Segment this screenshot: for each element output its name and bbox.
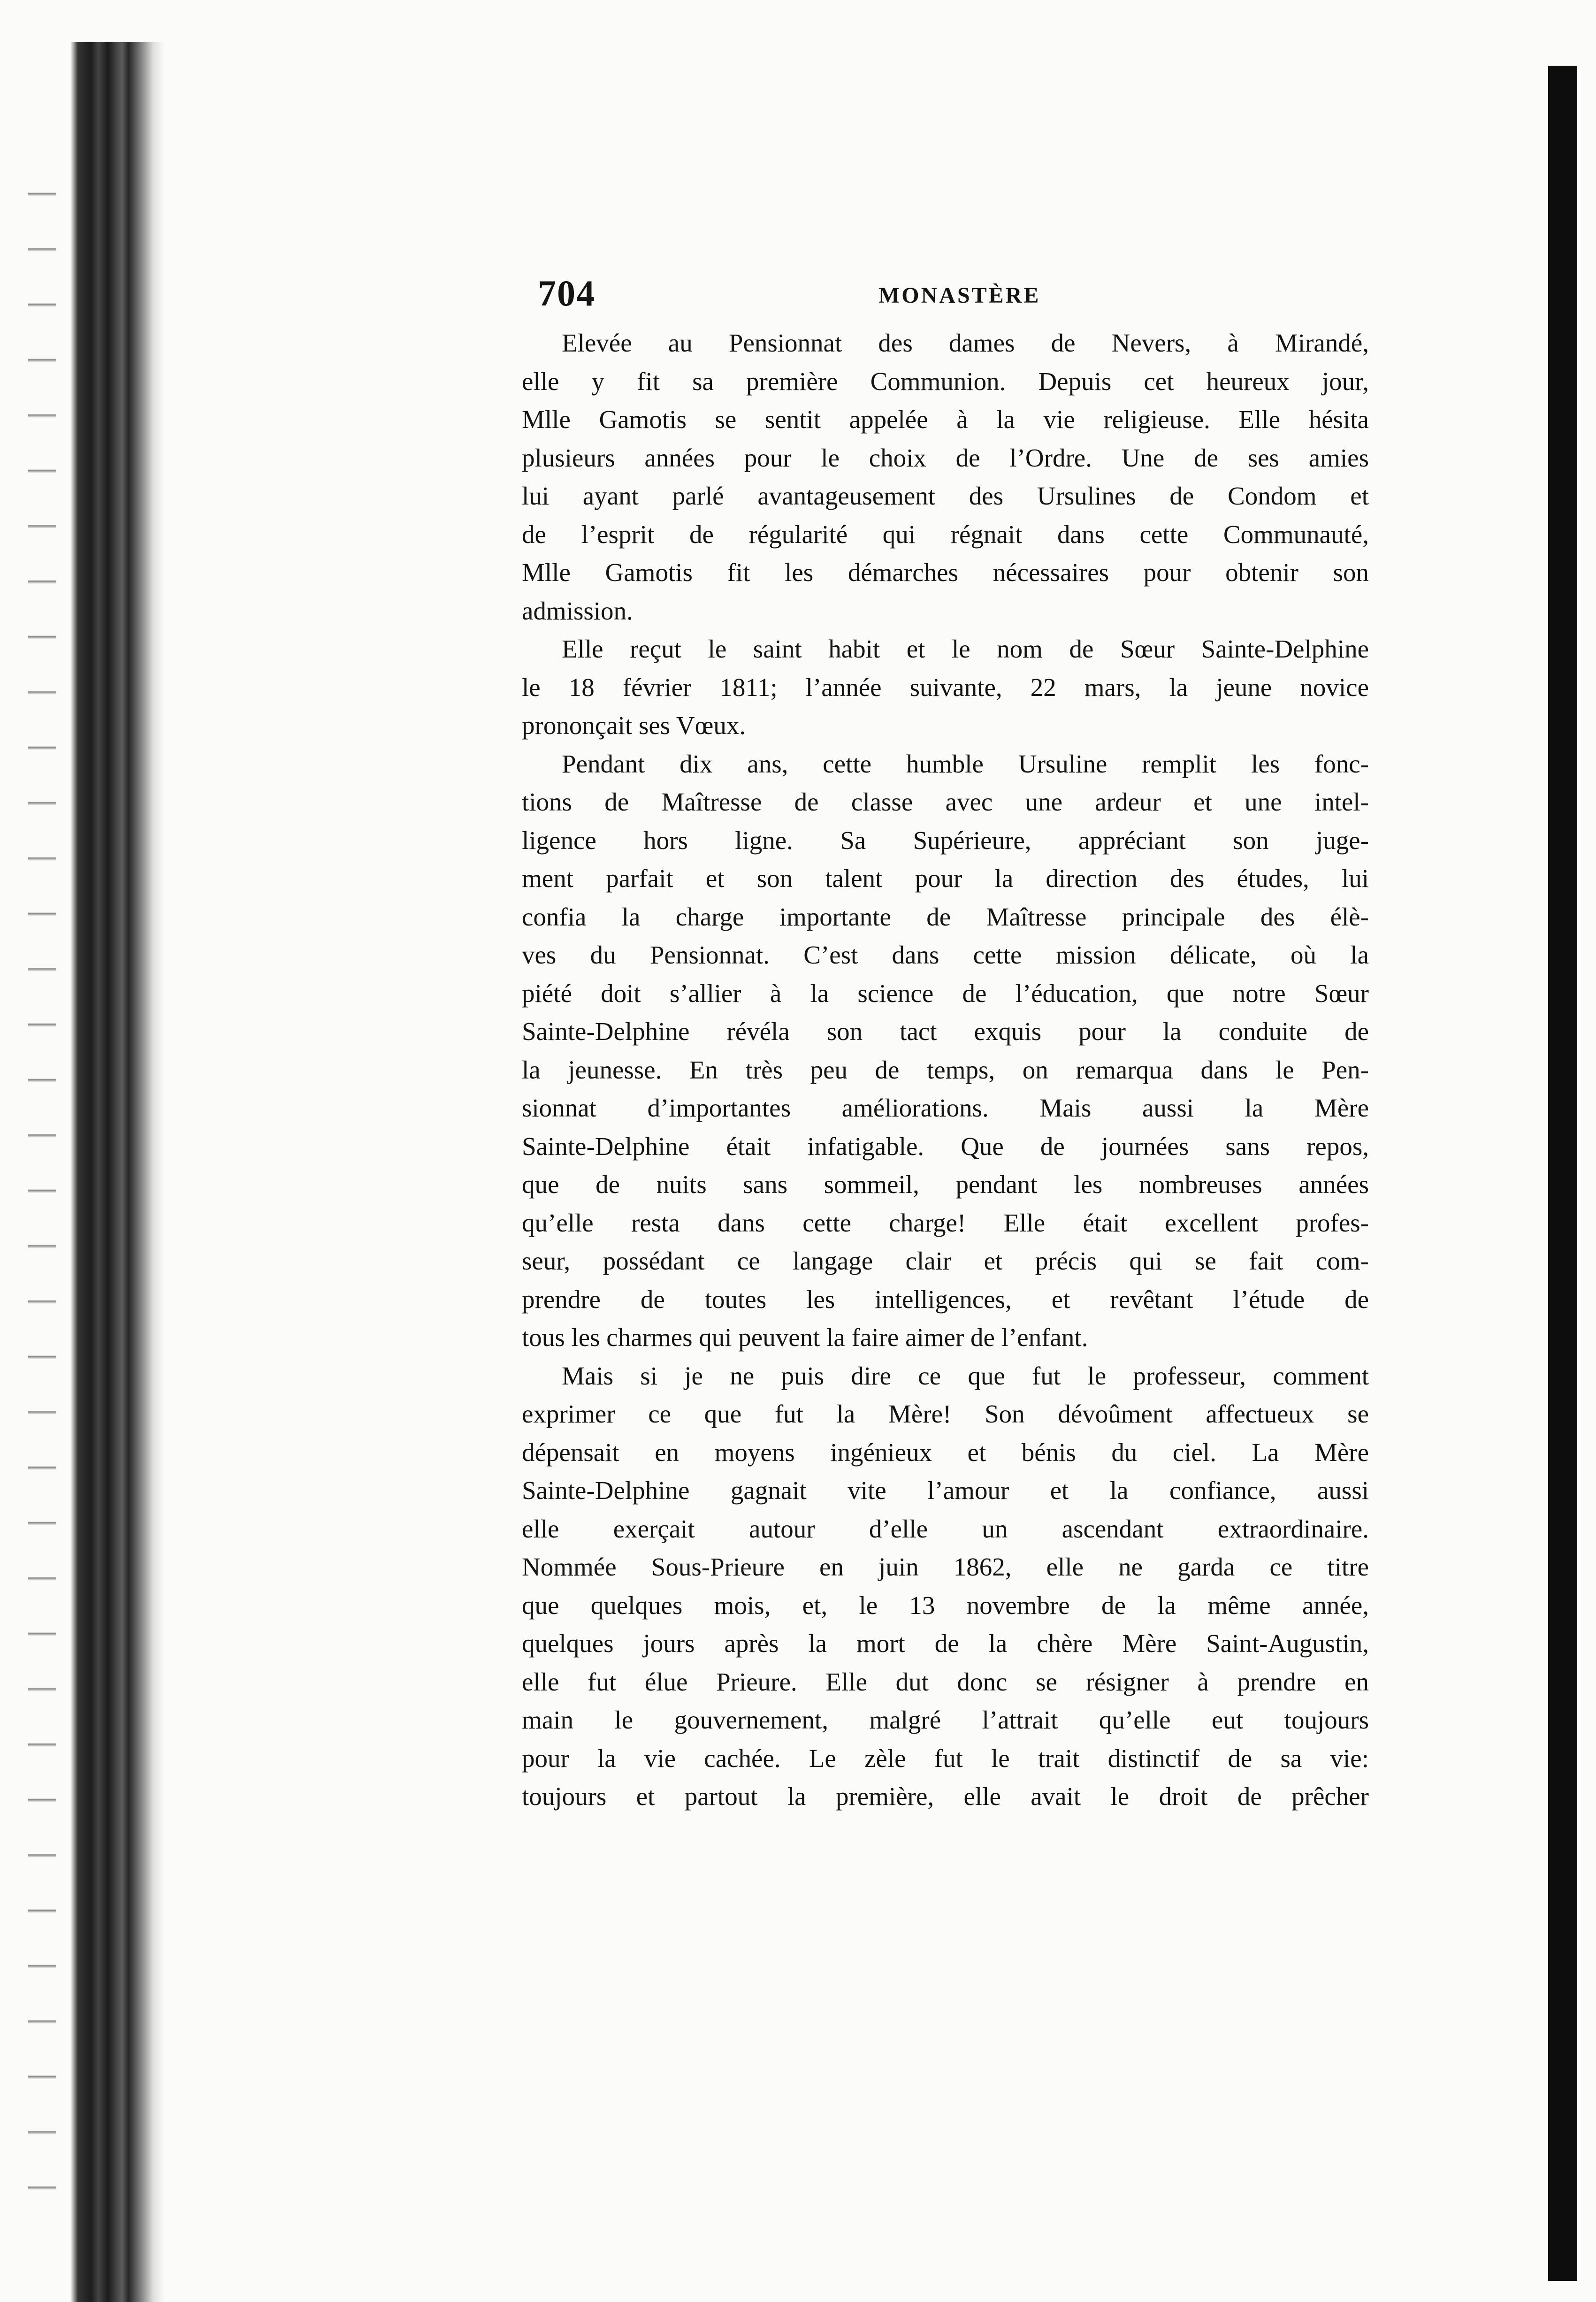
text-line: Nommée Sous-Prieure en juin 1862, elle ne garda ce titre bbox=[522, 1553, 1369, 1581]
text-line: quelques jours après la mort de la chère Mère Saint-Augustin, bbox=[522, 1629, 1369, 1658]
text-line: toujours et partout la première, elle avait le droit de prêcher bbox=[522, 1782, 1369, 1811]
text-line: dépensait en moyens ingénieux et bénis du ciel. La Mère bbox=[522, 1438, 1369, 1467]
text-line: elle y fit sa première Communion. Depuis cet heureux jour, bbox=[522, 367, 1369, 396]
text-line: de l’esprit de régularité qui régnait dans cette Communauté, bbox=[522, 520, 1369, 549]
text-line: que de nuits sans sommeil, pendant les nombreuses années bbox=[522, 1170, 1369, 1199]
text-line: Mlle Gamotis se sentit appelée à la vie religieuse. Elle hésita bbox=[522, 405, 1369, 434]
text-line: Sainte-Delphine gagnait vite l’amour et la confiance, aussi bbox=[522, 1476, 1369, 1505]
text-line: elle fut élue Prieure. Elle dut donc se résigner à prendre en bbox=[522, 1667, 1369, 1696]
page-number: 704 bbox=[538, 273, 596, 314]
text-line: main le gouvernement, malgré l’attrait qu’elle eut toujours bbox=[522, 1705, 1369, 1734]
text-line: admission. bbox=[522, 596, 633, 625]
text-line: ves du Pensionnat. C’est dans cette mission délicate, où la bbox=[522, 941, 1369, 969]
scan-margin-marks bbox=[28, 141, 56, 2206]
paragraph bbox=[522, 745, 1369, 1357]
text-line: piété doit s’allier à la science de l’éducation, que notre Sœur bbox=[522, 979, 1369, 1008]
text-line: Mais si je ne puis dire ce que fut le professeur, comment bbox=[562, 1361, 1369, 1390]
text-line: que quelques mois, et, le 13 novembre de la même année, bbox=[522, 1591, 1369, 1620]
text-line: ment parfait et son talent pour la direction des études, lui bbox=[522, 864, 1369, 893]
text-line: Sainte-Delphine était infatigable. Que de journées sans repos, bbox=[522, 1132, 1369, 1161]
page-text-block bbox=[522, 272, 1369, 1816]
text-line: lui ayant parlé avantageusement des Ursulines de Condom et bbox=[522, 482, 1369, 510]
scan-binding-shadow bbox=[70, 42, 164, 2302]
running-head bbox=[522, 272, 1369, 324]
text-line: tous les charmes qui peuvent la faire aimer de l’enfant. bbox=[522, 1323, 1088, 1352]
text-line: Pendant dix ans, cette humble Ursuline remplit les fonc- bbox=[562, 749, 1369, 778]
text-line: sionnat d’importantes améliorations. Mais aussi la Mère bbox=[522, 1094, 1369, 1122]
text-line: qu’elle resta dans cette charge! Elle était excellent profes- bbox=[522, 1208, 1369, 1237]
text-line: Sainte-Delphine révéla son tact exquis pour la conduite de bbox=[522, 1017, 1369, 1046]
text-line: la jeunesse. En très peu de temps, on remarqua dans le Pen- bbox=[522, 1055, 1369, 1084]
text-line: plusieurs années pour le choix de l’Ordre. Une de ses amies bbox=[522, 443, 1369, 472]
text-line: pour la vie cachée. Le zèle fut le trait distinctif de sa vie: bbox=[522, 1744, 1369, 1773]
paragraph bbox=[522, 324, 1369, 630]
running-title: MONASTÈRE bbox=[878, 283, 1041, 308]
text-line: ligence hors ligne. Sa Supérieure, appréciant son juge- bbox=[522, 826, 1369, 855]
text-line: le 18 février 1811; l’année suivante, 22 mars, la jeune novice bbox=[522, 673, 1369, 702]
scan-right-edge bbox=[1548, 66, 1577, 2281]
paragraph bbox=[522, 630, 1369, 745]
paragraph bbox=[522, 1357, 1369, 1816]
text-line: tions de Maîtresse de classe avec une ardeur et une intel- bbox=[522, 788, 1369, 816]
text-line: prendre de toutes les intelligences, et revêtant l’étude de bbox=[522, 1285, 1369, 1314]
text-line: confia la charge importante de Maîtresse principale des élè- bbox=[522, 902, 1369, 931]
text-line: Elevée au Pensionnat des dames de Nevers, à Mirandé, bbox=[562, 329, 1369, 357]
text-line: Elle reçut le saint habit et le nom de Sœur Sainte-Delphine bbox=[562, 635, 1369, 663]
text-line: Mlle Gamotis fit les démarches nécessaires pour obtenir son bbox=[522, 558, 1369, 587]
text-line: elle exerçait autour d’elle un ascendant extraordinaire. bbox=[522, 1514, 1369, 1543]
text-line: prononçait ses Vœux. bbox=[522, 711, 746, 740]
text-line: seur, possédant ce langage clair et précis qui se fait com- bbox=[522, 1247, 1369, 1275]
text-line: exprimer ce que fut la Mère! Son dévoûment affectueux se bbox=[522, 1400, 1369, 1428]
